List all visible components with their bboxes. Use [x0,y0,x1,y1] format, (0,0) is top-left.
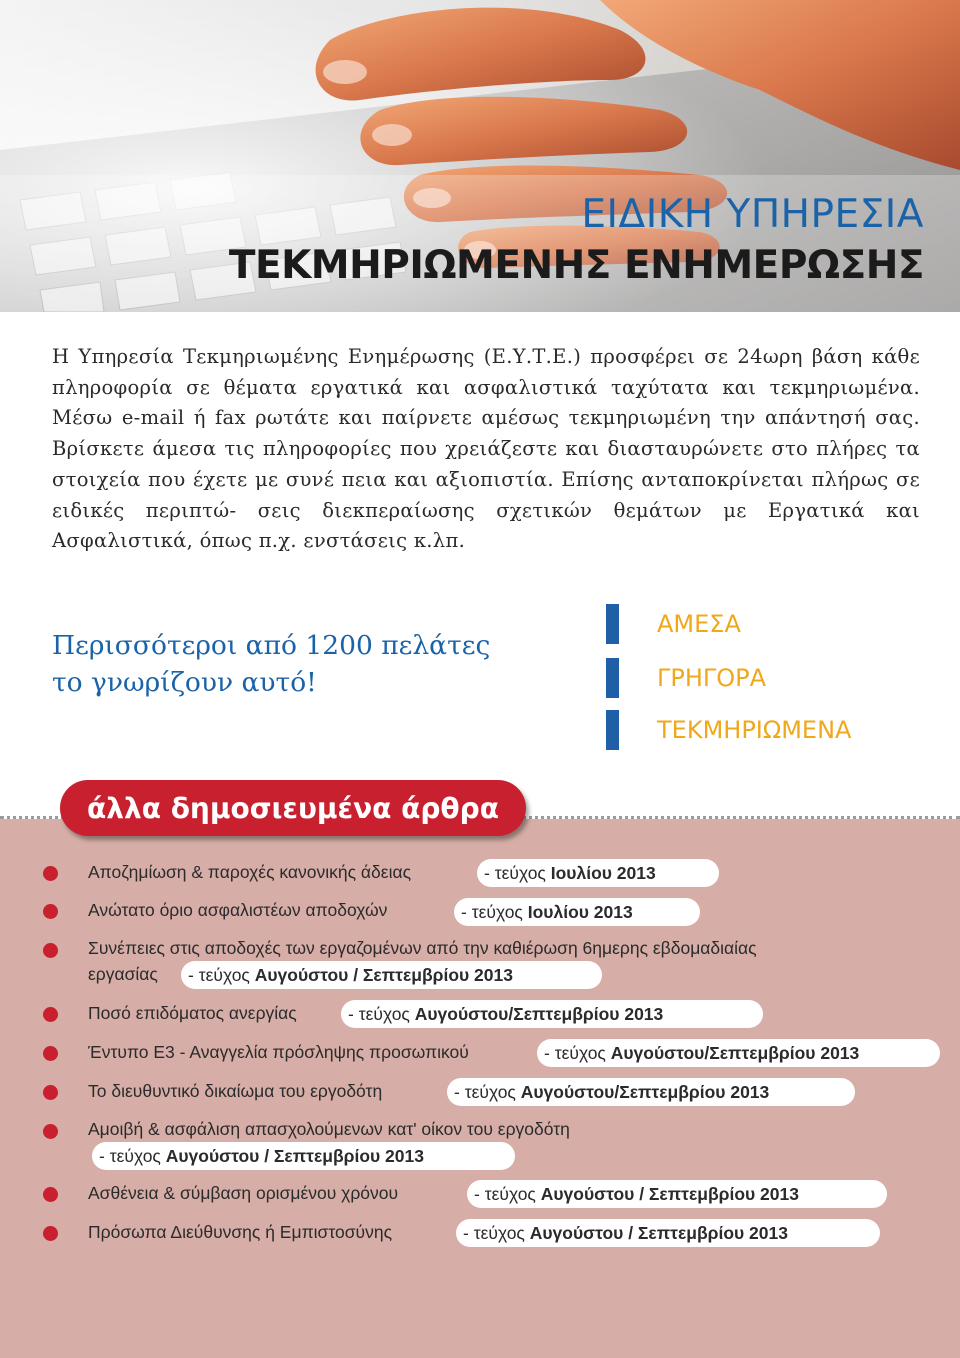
feature-item-tekmiriomena: ΤΕΚΜΗΡΙΩΜΕΝΑ [606,710,906,750]
intro-paragraph: Η Υπηρεσία Τεκμηριωμένης Ενημέρωσης (Ε.Υ.Τ.Ε.) προσφέρει σε 24ωρη βάση κάθε πληροφορία σε θέματα εργατικά και ασφαλιστικά ταχύτατα και τεκμηριωμένα. Μέσω e-mail ή fax ρωτάτε και παίρνετε αμέσως τεκμηριωμένη την απάντησή σας. Βρίσκετε άμεσα τις πληροφορίες που χρειάζεστε και διασταυρώνετε στο πλήρες τα στοιχεία που έχετε με συνέ πεια και αξιοπιστία. Επίσης ανταποκρίνεται πλήρως σε ειδικές περιπτώ- σεις διεκπεραίωσης σχετικών θεμάτων με Εργατικά και Ασφαλιστικά, όπως π.χ. ενστάσεις κ.λπ. [52,345,920,553]
issue-prefix: - τεύχος [99,1145,161,1166]
bullet-icon [43,1226,58,1241]
issue-badge [537,1039,940,1067]
issue-date: Αυγούστου / Σεπτεμβρίου 2013 [254,964,513,985]
bullet-icon [43,1085,58,1100]
article-title[interactable]: Αμοιβή & ασφάλιση απασχολούμενων κατ' οίκον του εργοδότη [88,1119,570,1139]
issue-date: Αυγούστου/Σεπτεμβρίου 2013 [610,1042,860,1063]
article-title[interactable]: Συνέπειες στις αποδοχές των εργαζομένων από την καθιέρωση 6ημερης εβδομαδιαίας [88,938,757,958]
tagline-line1: Περισσότεροι από 1200 πελάτες [52,630,491,661]
issue-prefix: - τεύχος [474,1183,536,1204]
article-title[interactable]: Πρόσωπα Διεύθυνσης ή Εμπιστοσύνης [88,1222,393,1242]
issue-date: Αυγούστου / Σεπτεμβρίου 2013 [165,1145,424,1166]
issue-prefix: - τεύχος [544,1042,606,1063]
article-title[interactable]: Έντυπο Ε3 - Αναγγελία πρόσληψης προσωπικού [88,1042,469,1062]
article-title[interactable]: Ανώτατο όριο ασφαλιστέων αποδοχών [88,900,388,920]
issue-badge [181,961,602,989]
issue-date: Αυγούστου/Σεπτεμβρίου 2013 [414,1003,664,1024]
bullet-icon [43,904,58,919]
issue-badge [341,1000,763,1028]
issue-prefix: - τεύχος [484,862,546,883]
issue-badge [92,1142,515,1170]
issue-prefix: - τεύχος [454,1081,516,1102]
issue-prefix: - τεύχος [463,1222,525,1243]
article-title-continued[interactable]: εργασίας [88,964,158,984]
issue-badge [447,1078,855,1106]
bullet-icon [43,1124,58,1139]
tagline-line2: το γνωρίζουν αυτό! [52,667,317,698]
issue-badge [467,1180,887,1208]
bullet-icon [43,866,58,881]
issue-prefix: - τεύχος [461,901,523,922]
bullet-icon [43,1007,58,1022]
tagline [52,627,592,701]
article-title[interactable]: Ποσό επιδόματος ανεργίας [88,1003,297,1023]
issue-date: Αυγούστου/Σεπτεμβρίου 2013 [520,1081,770,1102]
bullet-icon [43,1187,58,1202]
issue-date: Αυγούστου / Σεπτεμβρίου 2013 [529,1222,788,1243]
article-title[interactable]: Το διευθυντικό δικαίωμα του εργοδότη [88,1081,383,1101]
issue-date: Ιουλίου 2013 [527,901,633,922]
article-title[interactable]: Ασθένεια & σύμβαση ορισμένου χρόνου [88,1183,399,1203]
hero-banner [0,0,960,312]
issue-badge [477,859,719,887]
issue-badge [454,898,700,926]
section-title-other-articles: άλλα δημοσιευμένα άρθρα [60,780,526,836]
bullet-icon [43,1046,58,1061]
article-title[interactable]: Αποζημίωση & παροχές κανονικής άδειας [88,862,412,882]
feature-item-grigora: ΓΡΗΓΟΡΑ [606,658,906,698]
issue-date: Αυγούστου / Σεπτεμβρίου 2013 [540,1183,799,1204]
hero-title-line2: ΤΕΚΜΗΡΙΩΜΕΝΗΣ ΕΝΗΜΕΡΩΣΗΣ [228,243,924,288]
issue-date: Ιουλίου 2013 [550,862,656,883]
hero-title-line1: ΕΙΔΙΚΗ ΥΠΗΡΕΣΙΑ [581,192,924,237]
issue-prefix: - τεύχος [188,964,250,985]
issue-prefix: - τεύχος [348,1003,410,1024]
feature-item-amesa: ΑΜΕΣΑ [606,604,906,644]
issue-badge [456,1219,880,1247]
bullet-icon [43,943,58,958]
